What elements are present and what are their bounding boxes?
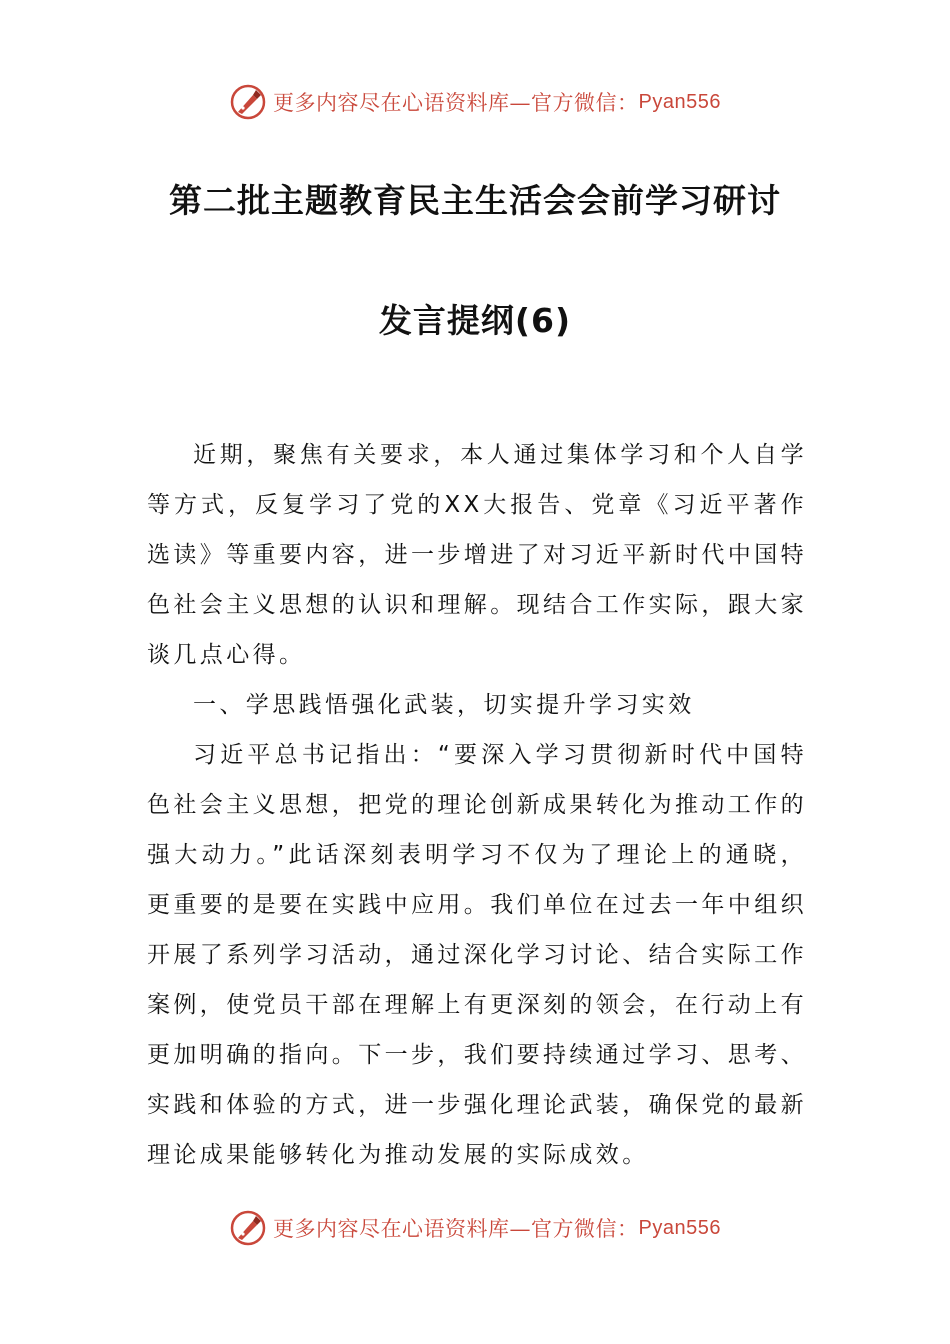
header-wechat-id: Pyan556 <box>638 90 721 113</box>
pen-nib-logo-icon <box>229 1209 267 1247</box>
section-heading-1: 一、学思践悟强化武装，切实提升学习实效 <box>193 692 695 718</box>
footer-wechat-id: Pyan556 <box>638 1216 721 1239</box>
header-brand-text: 更多内容尽在心语资料库—官方微信： <box>273 91 639 115</box>
document-body <box>147 430 807 1180</box>
body-paragraph-intro: 近期，聚焦有关要求，本人通过集体学习和个人自学等方式，反复学习了党的XX大报告、党章《习近平著作选读》等重要内容，进一步增进了对习近平新时代中国特色社会主义思想的认识和理解。现结合工作实际，跟大家谈几点心得。 <box>147 442 807 668</box>
footer-brand-text: 更多内容尽在心语资料库—官方微信： <box>273 1217 639 1241</box>
document-title-line-2: 发言提纲(6) <box>378 301 572 340</box>
body-paragraph-section-1: 习近平总书记指出：“要深入学习贯彻新时代中国特色社会主义思想，把党的理论创新成果转化为推动工作的强大动力。”此话深刻表明学习不仅为了理论上的通晓，更重要的是要在实践中应用。我们单位在过去一年中组织开展了系列学习活动，通过深化学习讨论、结合实际工作案例，使党员干部在理解上有更深刻的领会，在行动上有更加明确的指向。下一步，我们要持续通过学习、思考、实践和体验的方式，进一步强化理论武装，确保党的最新理论成果能够转化为推动发展的实际成效。 <box>147 742 807 1168</box>
pen-nib-logo-icon <box>229 83 267 121</box>
document-title-line-1: 第二批主题教育民主生活会会前学习研讨 <box>169 181 781 220</box>
header-watermark-banner <box>0 82 950 122</box>
footer-watermark-banner <box>0 1208 950 1248</box>
